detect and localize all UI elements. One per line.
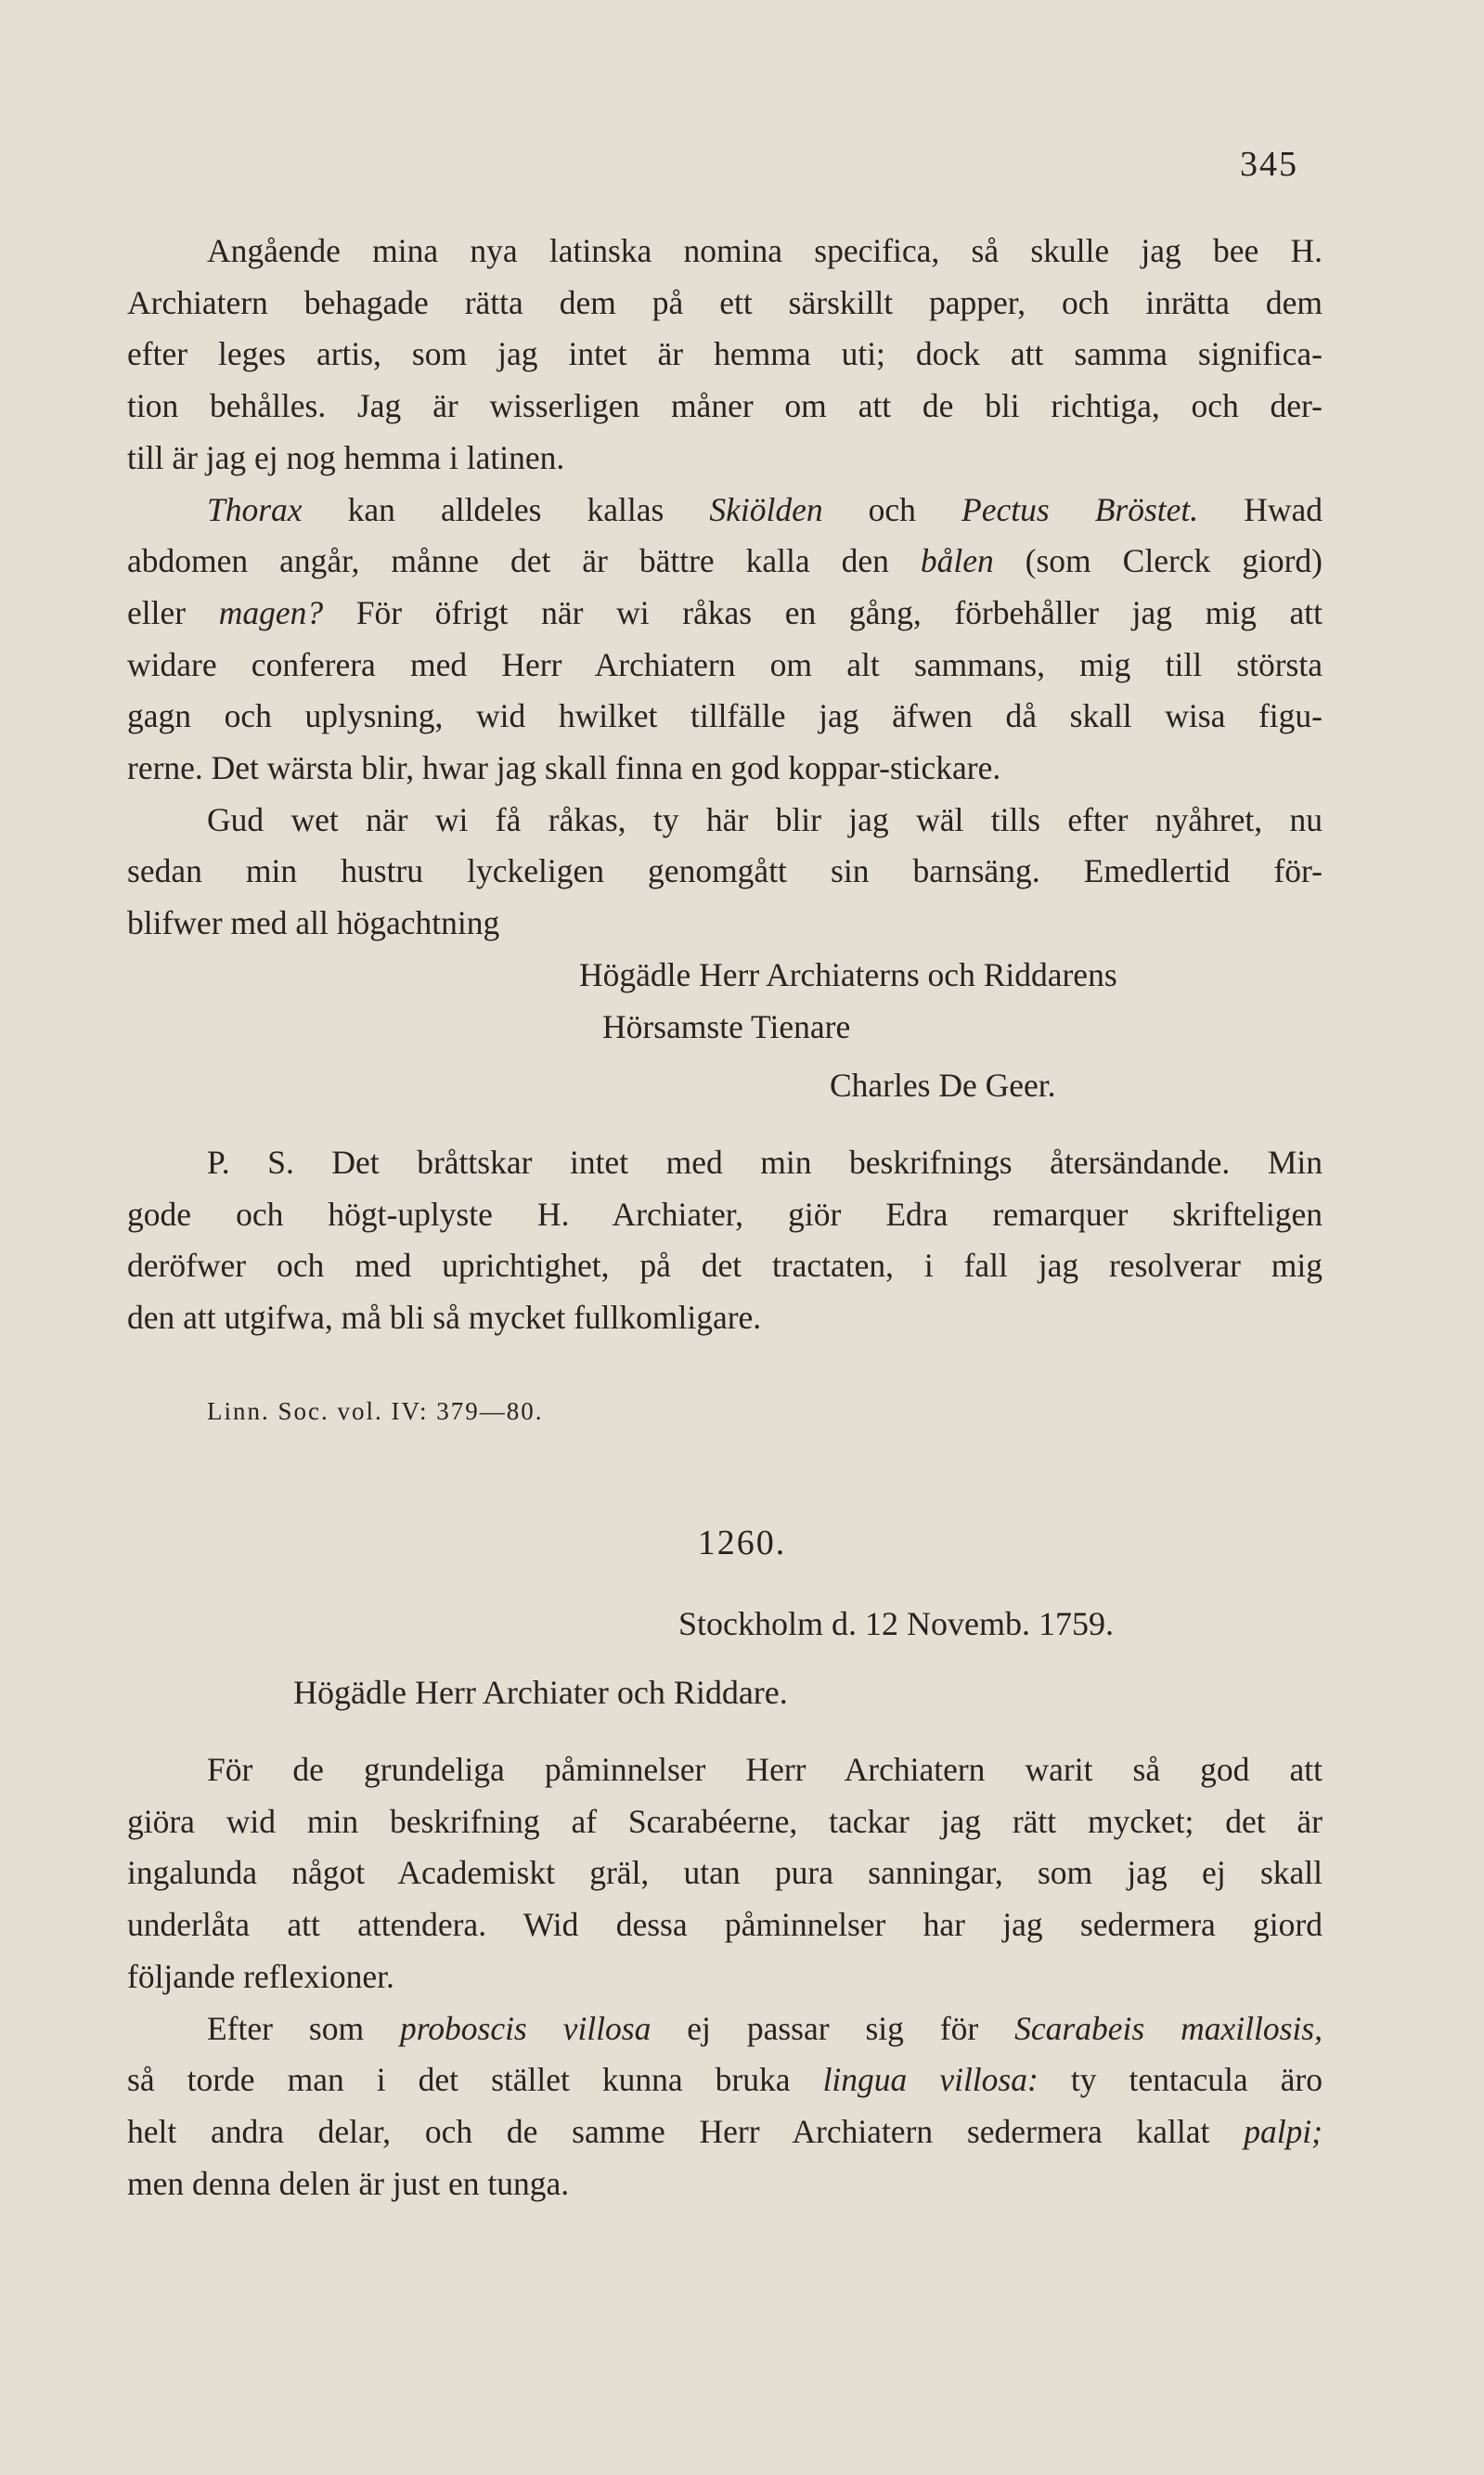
text-line: blifwer med all högachtning: [127, 904, 500, 942]
text-line: men denna delen är just en tunga.: [127, 2164, 570, 2202]
text-line: eller magen? För öfrigt när wi råkas en gång, förbehåller jag mig att: [127, 593, 1323, 631]
text-line: widare conferera med Herr Archiatern om alt sammans, mig till största: [127, 645, 1323, 683]
text-line: Gud wet när wi få råkas, ty här blir jag wäl tills efter nyåhret, nu: [207, 800, 1323, 838]
text-line: giöra wid min beskrifning af Scarabéerne, tackar jag rätt mycket; det är: [127, 1802, 1323, 1840]
text-line: underlåta att attendera. Wid dessa påminnelser har jag sedermera giord: [127, 1906, 1323, 1944]
text-line: Thorax kan alldeles kallas Skiölden och Pectus Bröstet. Hwad: [207, 490, 1323, 528]
postscript: [127, 1137, 1323, 1344]
text-line: rerne. Det wärsta blir, hwar jag skall finna en god koppar-stickare.: [127, 749, 1001, 787]
letter-1-body: [127, 226, 1323, 1437]
italic-term: magen?: [218, 593, 324, 631]
text-line: deröfwer och med uprichtighet, på det tractaten, i fall jag resolverar mig: [127, 1247, 1323, 1285]
letter-dateline: Stockholm d. 12 Novemb. 1759.: [678, 1605, 1114, 1642]
text-line: den att utgifwa, må bli så mycket fullkomligare.: [127, 1299, 762, 1337]
text-line: gagn och uplysning, wid hwilket tillfälle jag äfwen då skall wisa figu-: [127, 697, 1323, 735]
letter-salutation: Högädle Herr Archiater och Riddare.: [293, 1674, 788, 1711]
text-line: Efter som proboscis villosa ej passar sig för Scarabeis maxillosis,: [207, 2009, 1323, 2047]
text-line: För de grundeliga påminnelser Herr Archiatern warit så god att: [207, 1751, 1323, 1788]
closing-salutation: Högädle Herr Archiaterns och Riddarens: [579, 955, 1117, 993]
page-number: 345: [1240, 145, 1298, 184]
text-line: följande reflexioner.: [127, 1957, 394, 1995]
italic-term: palpi;: [1244, 2112, 1323, 2150]
text-line: Angående mina nya latinska nomina specifica, så skulle jag bee H.: [207, 232, 1323, 269]
italic-term: bålen: [920, 542, 994, 580]
italic-term: Thorax: [207, 490, 303, 528]
text-line: P. S. Det bråttskar intet med min beskrifnings återsändande. Min: [207, 1143, 1323, 1181]
signature: Charles De Geer.: [830, 1067, 1056, 1105]
italic-term: Scarabeis maxillosis,: [1014, 2009, 1323, 2047]
text-line: gode och högt-uplyste H. Archiater, giör Edra remarquer skrifteligen: [127, 1195, 1323, 1233]
closing-servant: Hörsamste Tienare: [602, 1007, 851, 1045]
text-line: helt andra delar, och de samme Herr Archiatern sedermera kallat palpi;: [127, 2112, 1323, 2150]
text-line: abdomen angår, månne det är bättre kalla den bålen (som Clerck giord): [127, 542, 1323, 580]
letter-2-body: [127, 1744, 1323, 2209]
source-reference: Linn. Soc. vol. IV: 379—80.: [207, 1396, 544, 1425]
text-line: sedan min hustru lyckeligen genomgått sin barnsäng. Emedlertid för-: [127, 852, 1323, 890]
letter-number: 1260.: [697, 1523, 787, 1562]
italic-term: Skiölden: [709, 490, 823, 528]
text-line: så torde man i det stället kunna bruka lingua villosa: ty tentacula äro: [127, 2061, 1323, 2099]
text-line: tion behålles. Jag är wisserligen måner om att de bli richtiga, och der-: [127, 387, 1323, 425]
italic-term: Pectus Bröstet.: [961, 490, 1199, 528]
text-line: ingalunda något Academiskt gräl, utan pura sanningar, som jag ej skall: [127, 1854, 1323, 1892]
text-line: efter leges artis, som jag intet är hemma uti; dock att samma significa-: [127, 335, 1323, 373]
italic-term: lingua villosa:: [822, 2061, 1039, 2099]
text-line: till är jag ej nog hemma i latinen.: [127, 438, 565, 476]
text-line: Archiatern behagade rätta dem på ett särskillt papper, och inrätta dem: [127, 283, 1323, 321]
italic-term: proboscis villosa: [400, 2009, 652, 2047]
